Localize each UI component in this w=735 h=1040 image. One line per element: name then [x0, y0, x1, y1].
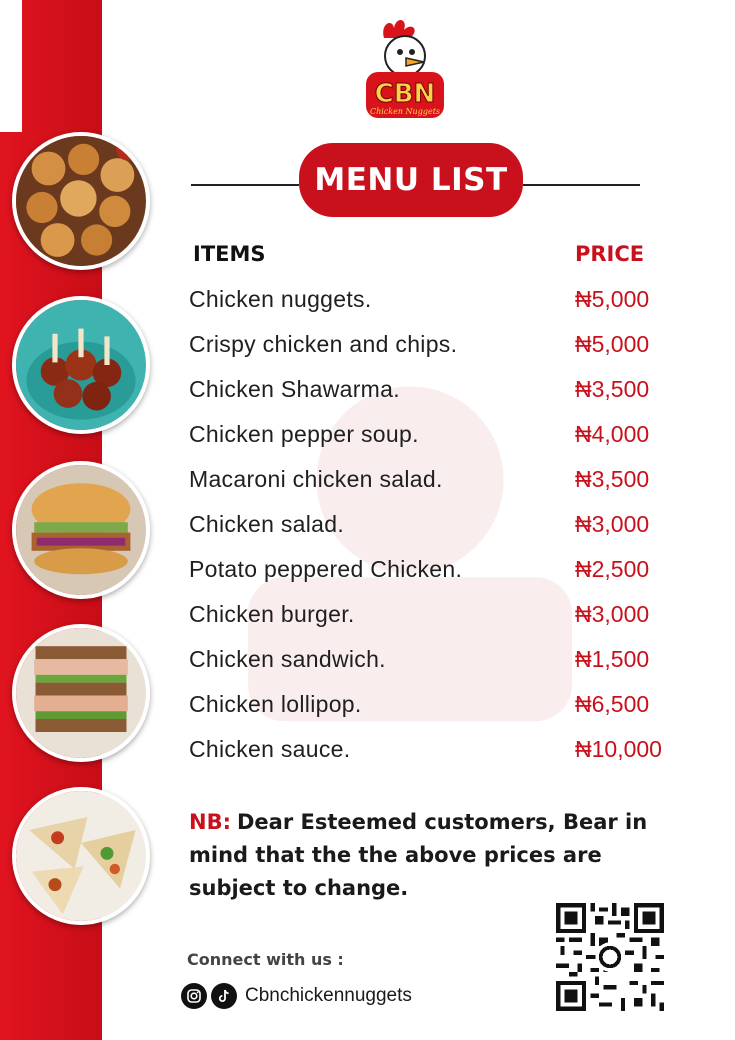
social-handle[interactable]: Cbnchickennuggets: [245, 985, 412, 1006]
menu-row: [0, 331, 735, 376]
title-rule-left: [191, 184, 299, 186]
food-photo-shawarma: [12, 787, 150, 925]
menu-item-name: Crispy chicken and chips.: [189, 331, 458, 357]
menu-row: [0, 421, 735, 466]
menu-item-price: ₦5,000: [575, 331, 650, 357]
connect-label: Connect with us :: [187, 950, 344, 969]
menu-item-name: Chicken sandwich.: [189, 646, 386, 672]
tiktok-icon[interactable]: [211, 983, 237, 1009]
menu-row: [0, 736, 735, 781]
menu-item-name: Chicken lollipop.: [189, 691, 362, 717]
menu-row: [0, 511, 735, 556]
menu-item-price: ₦1,500: [575, 646, 650, 672]
menu-item-price: ₦3,500: [575, 466, 650, 492]
notice-text: Dear Esteemed customers, Bear in mind that the the above prices are subject to change.: [189, 810, 648, 900]
qr-code[interactable]: [556, 903, 664, 1011]
menu-row: [0, 601, 735, 646]
menu-item-price: ₦3,000: [575, 511, 650, 537]
menu-item-name: Chicken nuggets.: [189, 286, 372, 312]
menu-row: [0, 691, 735, 736]
notice-label: NB:: [189, 810, 231, 834]
menu-item-price: ₦3,000: [575, 601, 650, 627]
menu-row: [0, 646, 735, 691]
svg-text:CBN: CBN: [374, 79, 436, 109]
price-notice: [189, 806, 669, 905]
menu-item-name: Chicken pepper soup.: [189, 421, 419, 447]
cbn-logo: [362, 16, 448, 122]
menu-item-name: Macaroni chicken salad.: [189, 466, 443, 492]
menu-item-name: Chicken salad.: [189, 511, 345, 537]
title-rule-right: [523, 184, 640, 186]
social-row: [181, 983, 412, 1009]
menu-row: [0, 286, 735, 331]
menu-item-name: Chicken sauce.: [189, 736, 351, 762]
menu-item-name: Potato peppered Chicken.: [189, 556, 463, 582]
menu-row: [0, 376, 735, 421]
svg-text:Chicken Nuggets: Chicken Nuggets: [369, 107, 441, 116]
price-column-header: PRICE: [575, 242, 645, 266]
food-photo-nuggets: [12, 132, 150, 270]
strip-top-notch: [0, 0, 22, 132]
menu-item-price: ₦3,500: [575, 376, 650, 402]
menu-item-price: ₦5,000: [575, 286, 650, 312]
menu-row: [0, 466, 735, 511]
menu-item-price: ₦10,000: [575, 736, 662, 762]
menu-item-name: Chicken Shawarma.: [189, 376, 400, 402]
menu-item-name: Chicken burger.: [189, 601, 355, 627]
items-column-header: ITEMS: [193, 242, 266, 266]
menu-item-price: ₦4,000: [575, 421, 650, 447]
instagram-icon[interactable]: [181, 983, 207, 1009]
menu-row: [0, 556, 735, 601]
menu-item-price: ₦6,500: [575, 691, 650, 717]
menu-item-price: ₦2,500: [575, 556, 650, 582]
menu-title: MENU LIST: [299, 143, 523, 217]
